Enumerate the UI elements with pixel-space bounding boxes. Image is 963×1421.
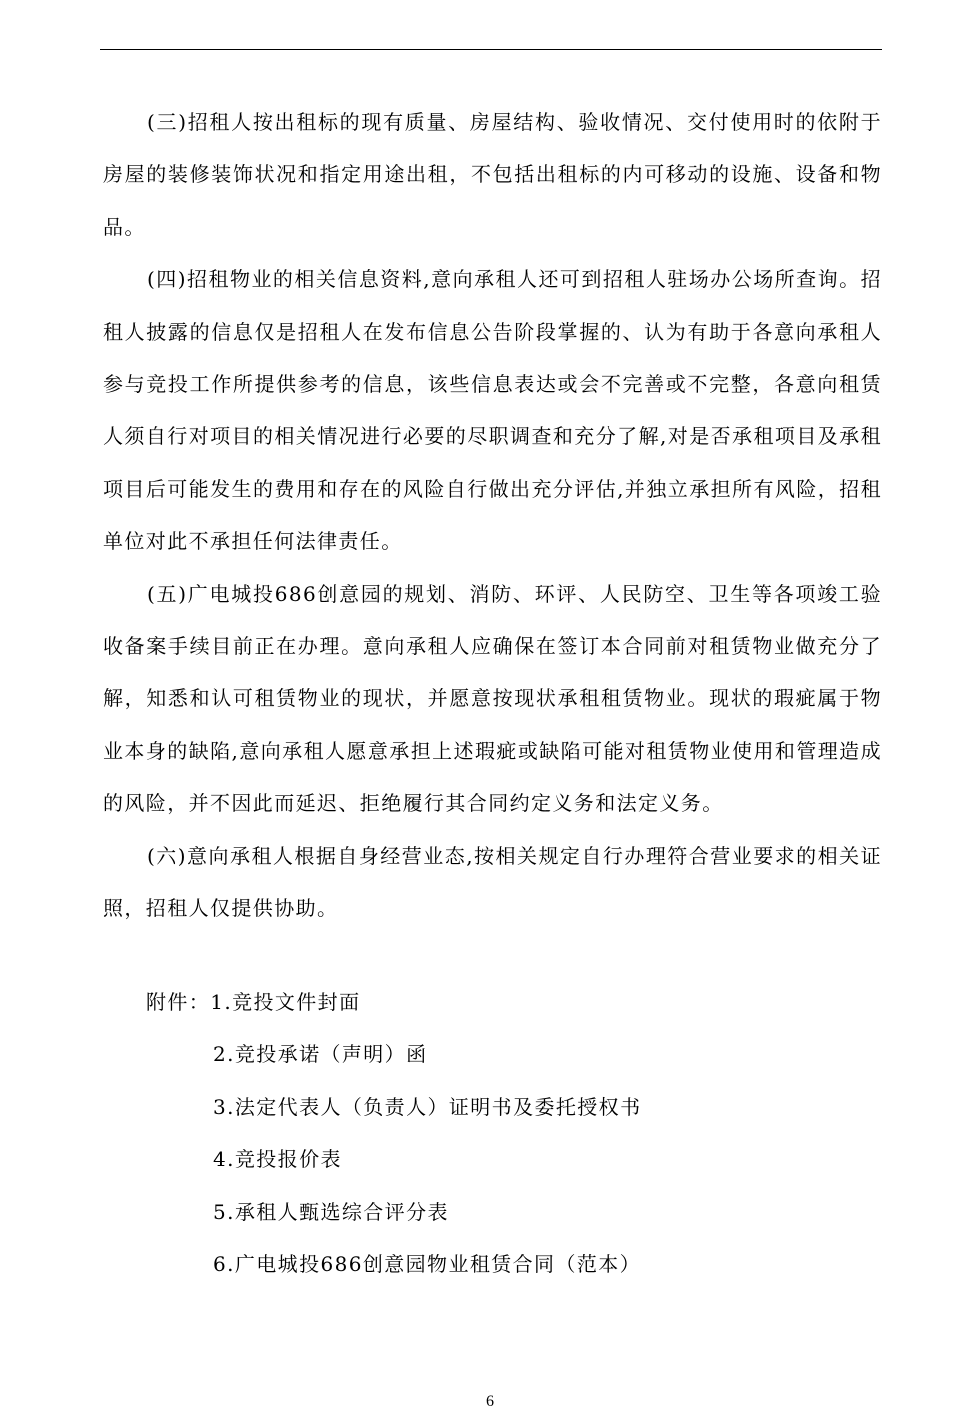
page-number: 6 xyxy=(486,1393,494,1410)
attachment-item: 6.广电城投686创意园物业租赁合同（范本） xyxy=(213,1252,642,1277)
attachment-item: 3.法定代表人（负责人）证明书及委托授权书 xyxy=(213,1094,642,1119)
document-body xyxy=(103,96,882,935)
paragraph-5: (五)广电城投686创意园的规划、消防、环评、人民防空、卫生等各项竣工验收备案手续目前正在办理。意向承租人应确保在签订本合同前对租赁物业做充分了解，知悉和认可租赁物业的现状，并愿意按现状承租租赁物业。现状的瑕疵属于物业本身的缺陷,意向承租人愿意承担上述瑕疵或缺陷可能对租赁物业使用和管理造成的风险，并不因此而延迟、拒绝履行其合同约定义务和法定义务。 xyxy=(103,581,882,816)
attachments-list xyxy=(146,976,641,1290)
attachment-item: 2.竞投承诺（声明）函 xyxy=(213,1042,428,1067)
attachment-item: 5.承租人甄选综合评分表 xyxy=(213,1199,449,1224)
paragraph-6: (六)意向承租人根据自身经营业态,按相关规定自行办理符合营业要求的相关证照，招租人仅提供协助。 xyxy=(103,843,882,921)
paragraph-4: (四)招租物业的相关信息资料,意向承租人还可到招租人驻场办公场所查询。招租人披露的信息仅是招租人在发布信息公告阶段掌握的、认为有助于各意向承租人参与竞投工作所提供参考的信息，该些信息表达或会不完善或不完整，各意向租赁人须自行对项目的相关情况进行必要的尽职调查和充分了解,对是否承租项目及承租项目后可能发生的费用和存在的风险自行做出充分评估,并独立承担所有风险，招租单位对此不承担任何法律责任。 xyxy=(103,267,882,554)
attachment-item-text: 1.竞投文件封面 xyxy=(210,990,361,1014)
attachment-item xyxy=(146,976,641,1028)
attachments-label: 附件： xyxy=(146,990,211,1014)
header-rule xyxy=(100,49,882,50)
attachment-item: 4.竞投报价表 xyxy=(213,1147,342,1172)
paragraph-3: (三)招租人按出租标的现有质量、房屋结构、验收情况、交付使用时的依附于房屋的装修装饰状况和指定用途出租，不包括出租标的内可移动的设施、设备和物品。 xyxy=(103,110,882,239)
